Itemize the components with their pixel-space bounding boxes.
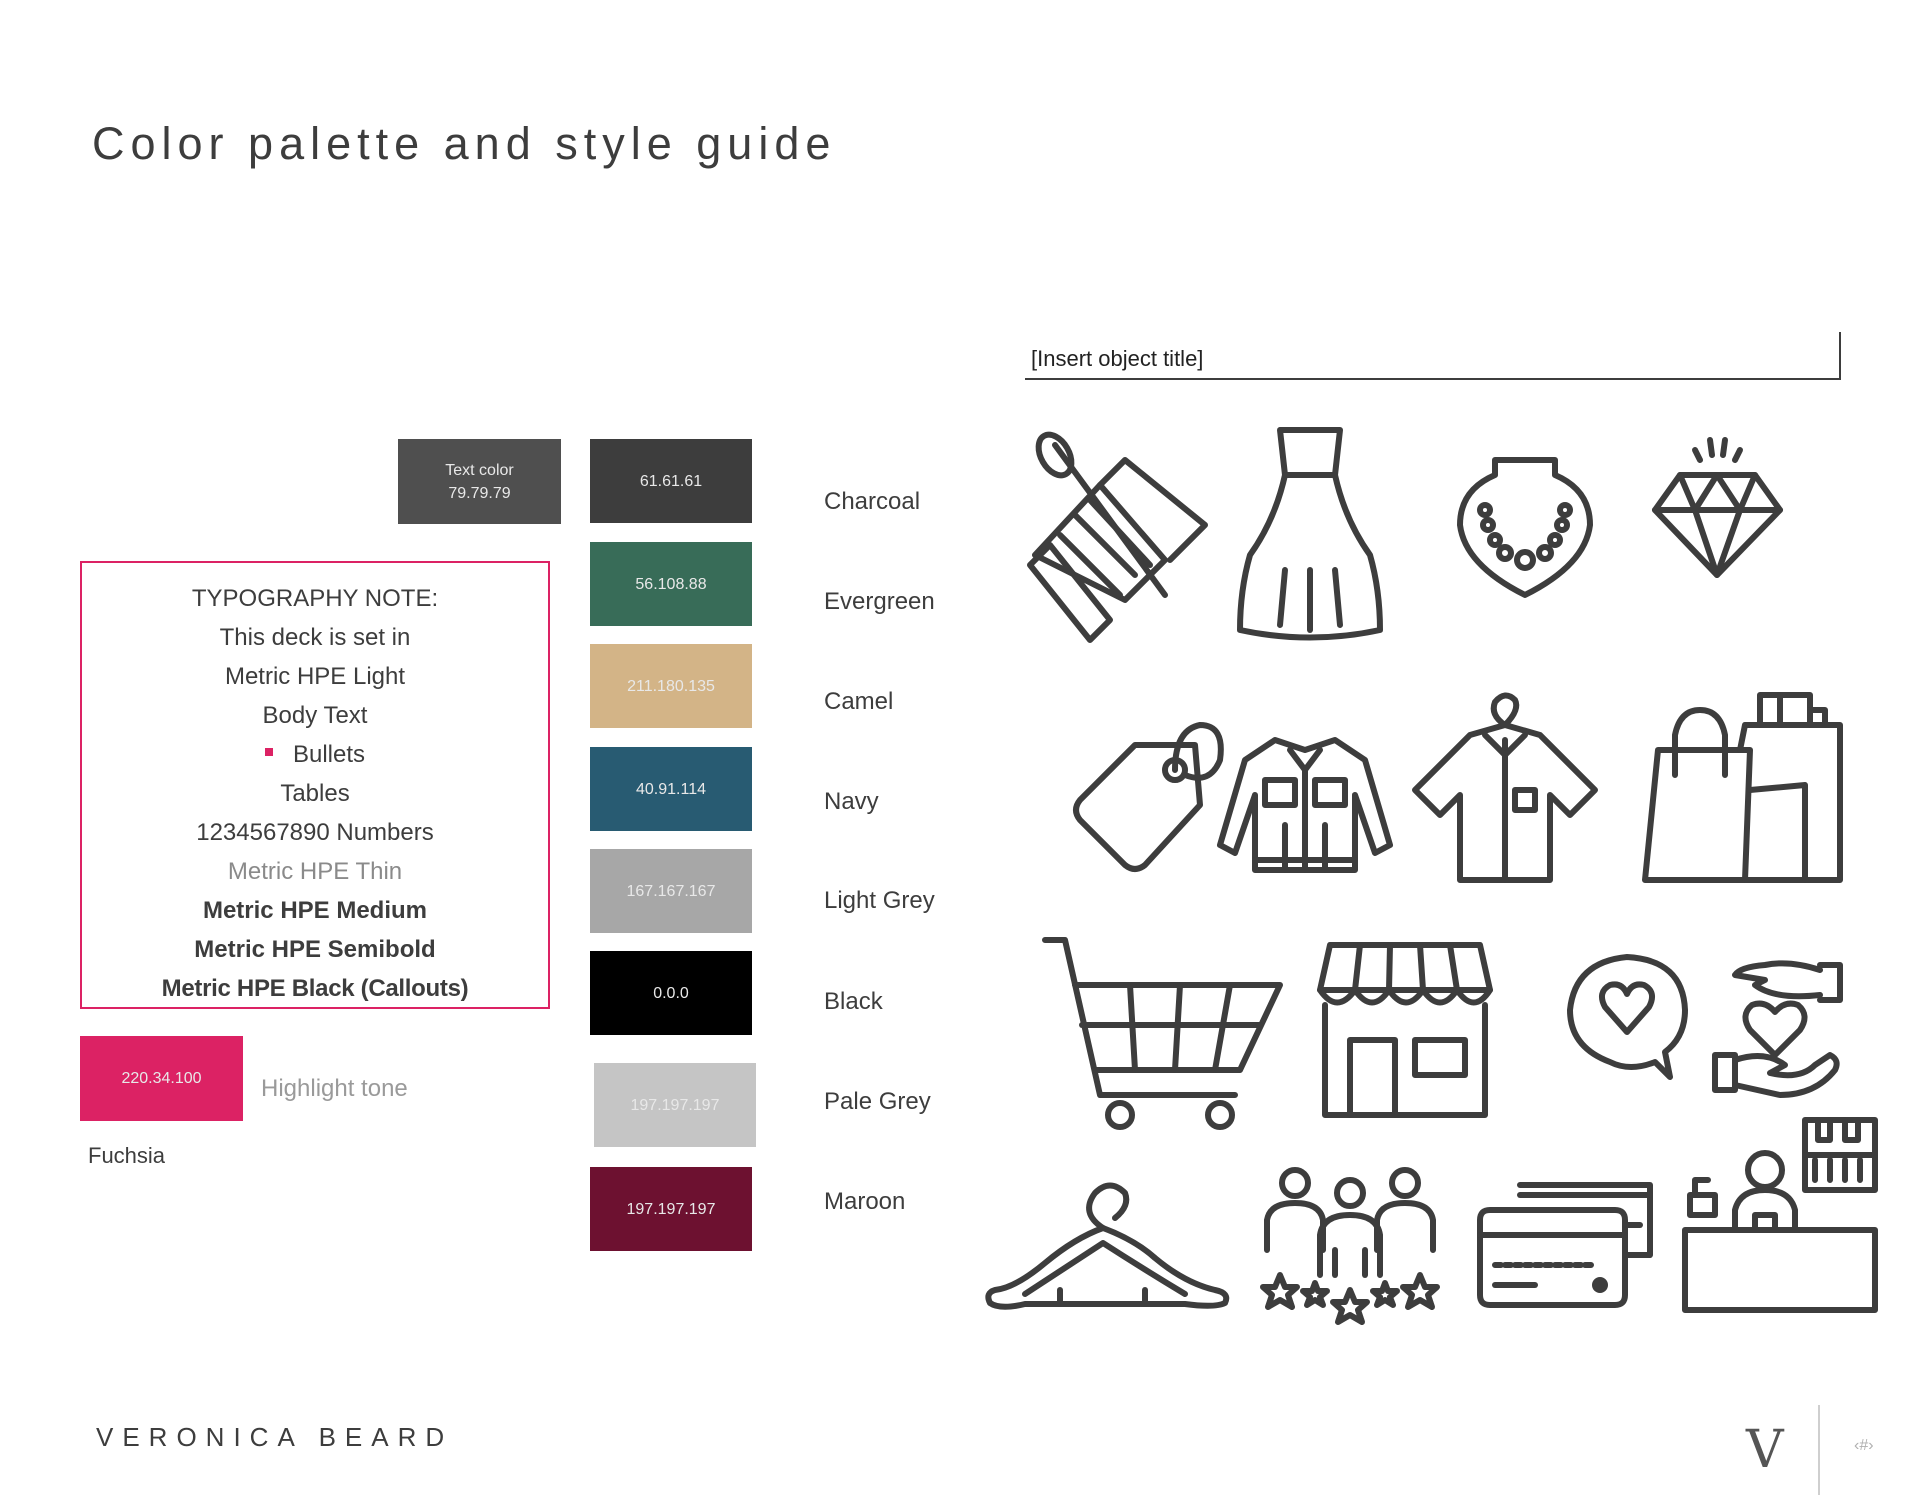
brand-logo: V — [1746, 1420, 1784, 1480]
typography-bullet: Bullets — [292, 741, 366, 768]
color-name: Evergreen — [824, 588, 935, 615]
highlight-swatch — [80, 1036, 243, 1121]
color-name: Navy — [824, 788, 879, 815]
color-name: Black — [824, 988, 883, 1015]
page-number: ‹#› — [1854, 1437, 1874, 1454]
swatch-pale-grey — [594, 1063, 756, 1147]
swatch-charcoal — [590, 439, 752, 523]
swatch-rgb: 197.197.197 — [630, 1096, 720, 1114]
highlight-rgb: 220.34.100 — [121, 1070, 202, 1087]
footer-divider — [1818, 1405, 1820, 1495]
swatch-navy — [590, 747, 752, 831]
page-title: Color palette and style guide — [92, 118, 837, 169]
typography-tables: Tables — [280, 780, 350, 807]
typography-black: Metric HPE Black (Callouts) — [161, 975, 469, 1002]
denim-jacket-icon — [1215, 735, 1395, 875]
swatch-evergreen — [590, 542, 752, 626]
swatch-rgb: 0.0.0 — [653, 984, 689, 1002]
object-title[interactable]: [Insert object title] — [1025, 332, 1841, 380]
text-color-value: 79.79.79 — [448, 484, 511, 502]
hand-giving-heart-icon — [1710, 955, 1845, 1105]
swatch-rgb: 167.167.167 — [626, 882, 716, 900]
text-color-label: Text color — [445, 461, 514, 479]
swatch-camel — [590, 644, 752, 728]
shopping-cart-icon — [1040, 935, 1285, 1130]
clothes-hanger-icon — [985, 1178, 1230, 1313]
typography-heading: TYPOGRAPHY NOTE: — [191, 585, 439, 612]
typography-medium: Metric HPE Medium — [202, 897, 428, 924]
color-name: Maroon — [824, 1188, 906, 1215]
color-name: Pale Grey — [824, 1088, 931, 1115]
diamond-icon — [1650, 435, 1785, 580]
swatch-maroon — [590, 1167, 752, 1251]
swatch-rgb: 197.197.197 — [626, 1200, 716, 1218]
typography-bullet-line — [82, 735, 548, 774]
color-name: Charcoal — [824, 488, 921, 515]
typography-line1: This deck is set in — [219, 624, 411, 651]
bullet-marker — [265, 748, 273, 756]
storefront-icon — [1315, 940, 1495, 1120]
typography-semibold: Metric HPE Semibold — [194, 936, 436, 963]
typography-numbers: 1234567890 Numbers — [196, 819, 434, 846]
swatch-rgb: 56.108.88 — [635, 575, 707, 593]
shirt-on-hanger-icon — [1410, 690, 1600, 885]
typography-line3: Body Text — [262, 702, 368, 729]
color-name: Light Grey — [824, 887, 935, 914]
color-name: Camel — [824, 688, 894, 715]
price-tag-icon — [1060, 715, 1230, 875]
sewing-thread-icon — [1015, 425, 1205, 640]
text-color-swatch — [398, 439, 561, 524]
typography-note — [80, 561, 550, 1009]
highlight-name: Fuchsia — [88, 1143, 166, 1168]
swatch-rgb: 211.180.135 — [627, 677, 715, 695]
credit-cards-icon — [1475, 1180, 1655, 1310]
swatch-rgb: 61.61.61 — [639, 472, 703, 490]
customer-rating-icon — [1255, 1165, 1445, 1330]
swatch-black — [590, 951, 752, 1035]
highlight-label: Highlight tone — [261, 1075, 408, 1102]
typography-thin: Metric HPE Thin — [227, 858, 403, 885]
heart-speech-bubble-icon — [1565, 952, 1690, 1082]
typography-line2: Metric HPE Light — [224, 663, 406, 690]
brand-wordmark: VERONICA BEARD — [96, 1422, 454, 1452]
necklace-icon — [1455, 450, 1595, 600]
swatch-light-grey — [590, 849, 752, 933]
swatch-rgb: 40.91.114 — [636, 780, 706, 798]
cashier-counter-icon — [1680, 1115, 1880, 1315]
dress-icon — [1235, 420, 1385, 640]
shopping-bags-icon — [1640, 685, 1845, 890]
